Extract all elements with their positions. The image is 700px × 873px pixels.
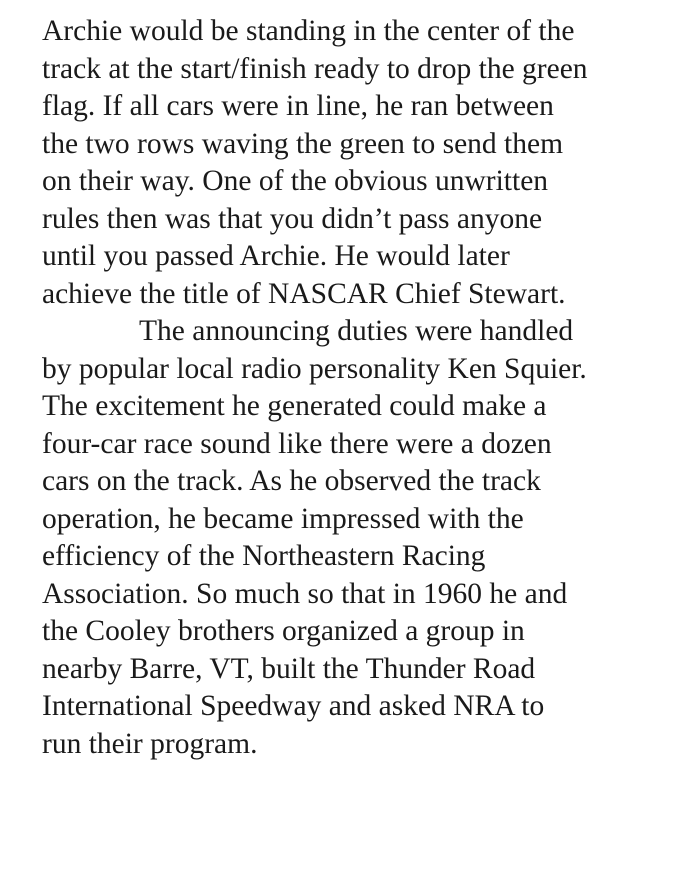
text-line: cars on the track. As he observed the track bbox=[42, 465, 541, 497]
text-line: rules then was that you didn’t pass anyone bbox=[42, 202, 543, 235]
text-line: efficiency of the Northeastern Racing bbox=[42, 540, 486, 572]
text-line: Association. So much so that in 1960 he and bbox=[42, 577, 568, 610]
text-line: flag. If all cars were in line, he ran between bbox=[42, 90, 554, 122]
text-line: achieve the title of NASCAR Chief Stewart. bbox=[42, 277, 566, 310]
text-line: The excitement he generated could make a bbox=[42, 390, 547, 422]
text-line: The announcing duties were handled bbox=[139, 315, 574, 347]
text-line: nearby Barre, VT, built the Thunder Road bbox=[42, 652, 536, 685]
text-line: by popular local radio personality Ken Squier. bbox=[42, 352, 587, 385]
text-line: four-car race sound like there were a dozen bbox=[42, 427, 552, 460]
body-text bbox=[42, 13, 682, 763]
text-line: Archie would be standing in the center of the bbox=[42, 15, 575, 47]
text-line: the Cooley brothers organized a group in bbox=[42, 615, 525, 647]
text-line: International Speedway and asked NRA to bbox=[42, 690, 545, 722]
text-line: the two rows waving the green to send them bbox=[42, 127, 564, 160]
text-line: operation, he became impressed with the bbox=[42, 502, 524, 535]
text-line: on their way. One of the obvious unwritten bbox=[42, 165, 549, 197]
text-line: run their program. bbox=[42, 727, 258, 760]
text-line: until you passed Archie. He would later bbox=[42, 240, 510, 272]
text-line: track at the start/finish ready to drop the green bbox=[42, 52, 588, 85]
